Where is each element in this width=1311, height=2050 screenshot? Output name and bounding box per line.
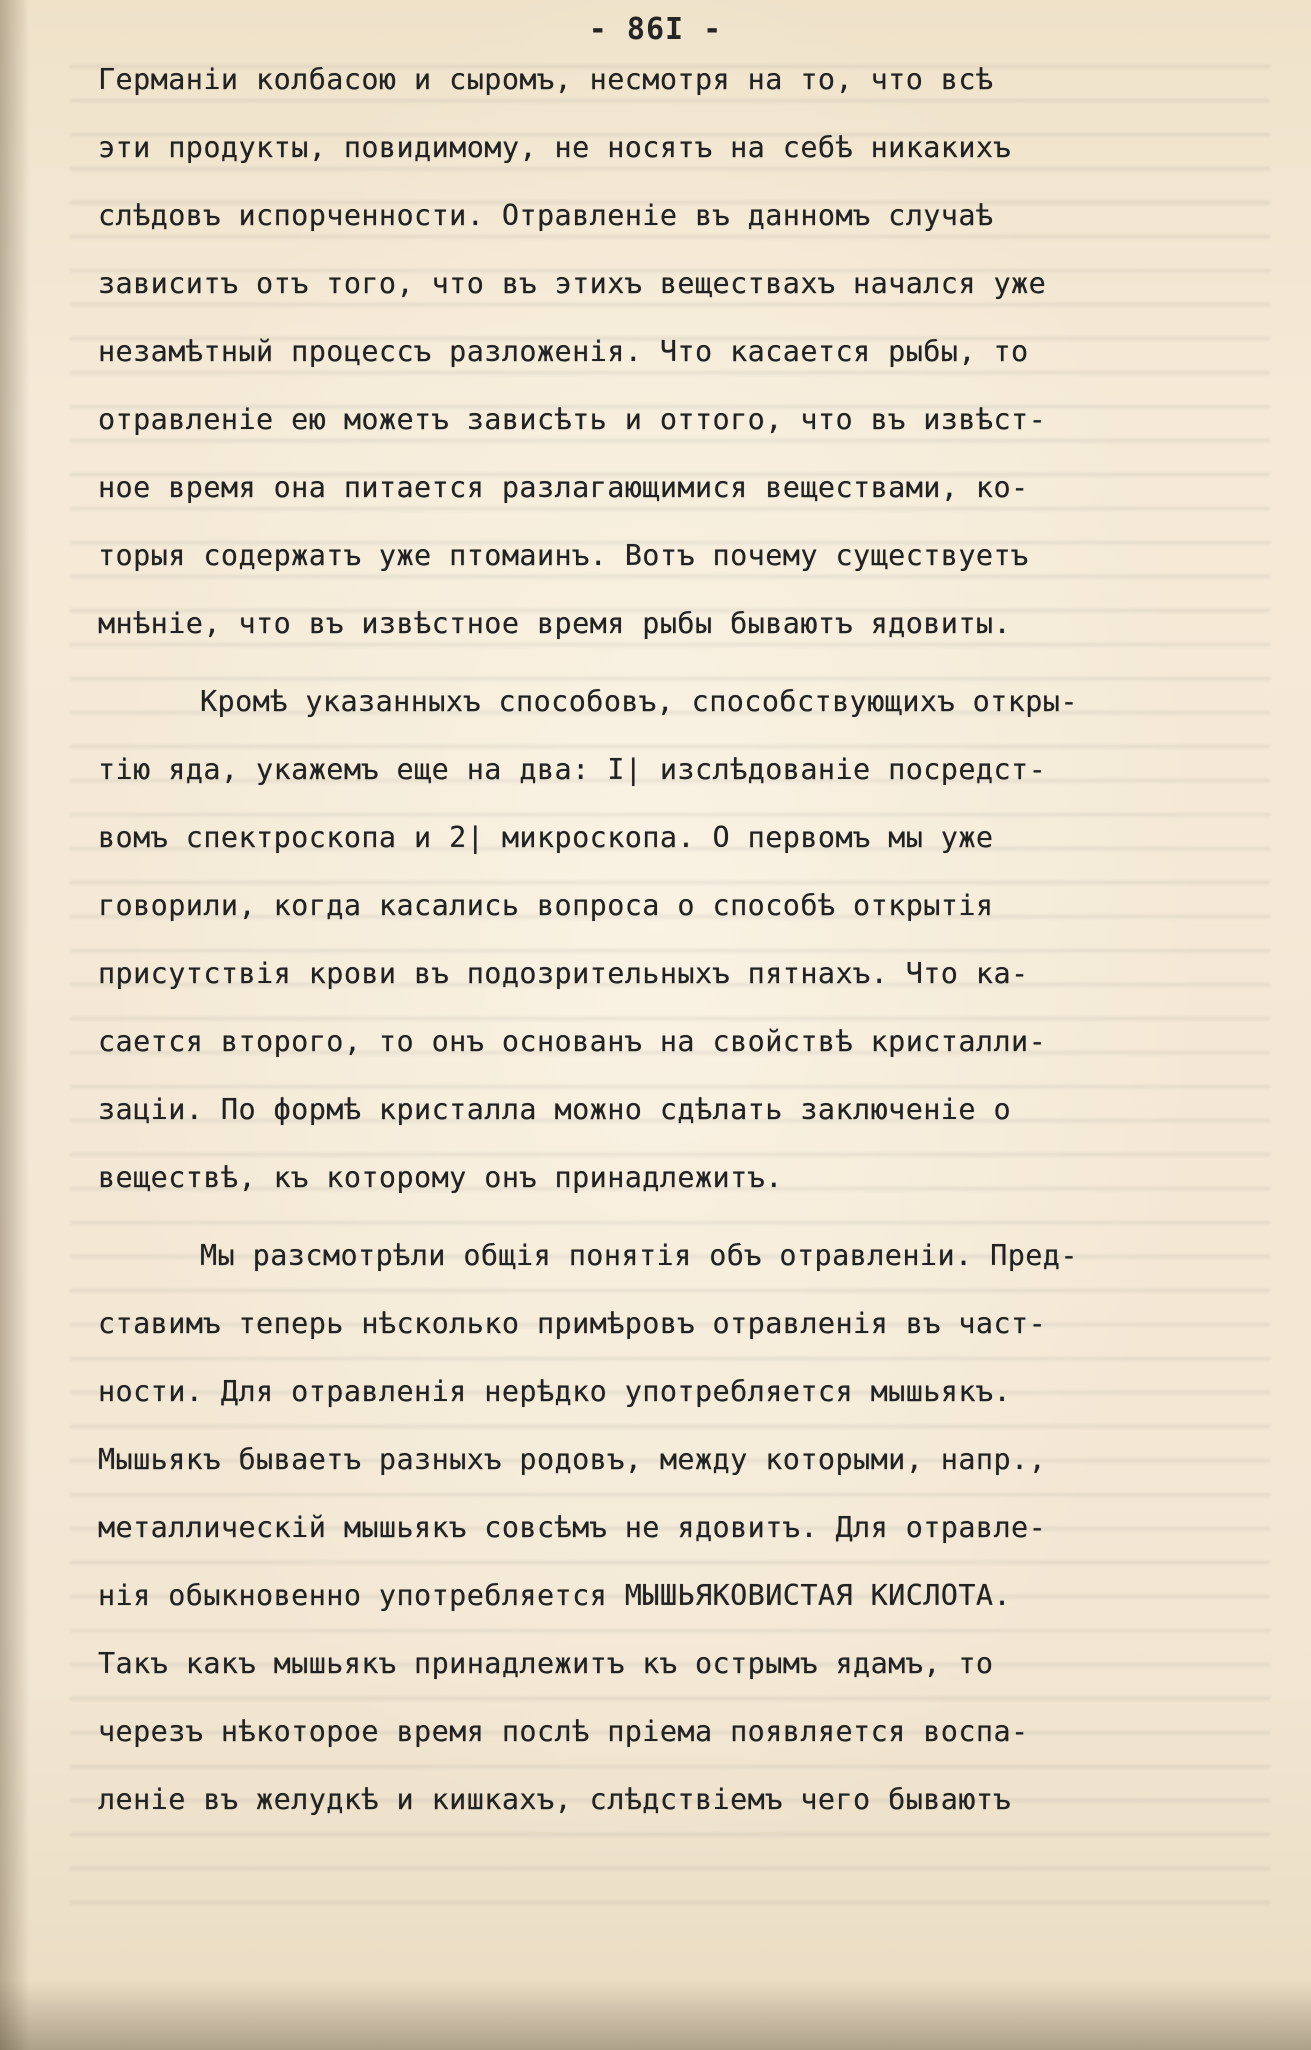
text-line: мнѣніе, что въ извѣстное время рыбы бываютъ ядовиты. <box>98 607 1012 640</box>
text-line: зависитъ отъ того, что въ этихъ веществахъ начался уже <box>98 267 1047 300</box>
page-number: - 86I - <box>588 12 723 47</box>
text-line: Кромѣ указанныхъ способовъ, способствующихъ откры- <box>200 685 1078 718</box>
text-line: отравленіе ею можетъ зависѣть и оттого, что въ извѣст- <box>98 403 1047 436</box>
text-line: леніе въ желудкѣ и кишкахъ, слѣдствіемъ чего бываютъ <box>98 1783 1012 1816</box>
text-line: торыя содержатъ уже птомаинъ. Вотъ почему существуетъ <box>98 539 1029 572</box>
text-line: тію яда, укажемъ еще на два: I| изслѣдованіе посредст- <box>98 753 1047 786</box>
text-line: говорили, когда касались вопроса о способѣ открытія <box>98 889 994 922</box>
text-line: Такъ какъ мышьякъ принадлежитъ къ острымъ ядамъ, то <box>98 1647 994 1680</box>
text-line: Мышьякъ бываетъ разныхъ родовъ, между которыми, напр., <box>98 1443 1047 1476</box>
text-line: сается второго, то онъ основанъ на свойствѣ кристалли- <box>98 1025 1047 1058</box>
text-line: Германіи колбасою и сыромъ, несмотря на то, что всѣ <box>98 63 994 96</box>
text-line: ности. Для отравленія нерѣдко употребляется мышьякъ. <box>98 1375 1012 1408</box>
text-line: присутствія крови въ подозрительныхъ пятнахъ. Что ка- <box>98 957 1029 990</box>
text-line: заціи. По формѣ кристалла можно сдѣлать заключеніе о <box>98 1093 1012 1126</box>
text-line: Мы разсмотрѣли общія понятія объ отравленіи. Пред- <box>200 1239 1078 1272</box>
text-line: нія обыкновенно употребляется МЫШЬЯКОВИСТАЯ КИСЛОТА. <box>98 1579 1012 1612</box>
text-line: слѣдовъ испорченности. Отравленіе въ данномъ случаѣ <box>98 199 994 232</box>
text-line: черезъ нѣкоторое время послѣ пріема появляется воспа- <box>98 1715 1029 1748</box>
text-line: ное время она питается разлагающимися веществами, ко- <box>98 471 1029 504</box>
page-bottom-shadow <box>0 1980 1311 2050</box>
text-line: металлическій мышьякъ совсѣмъ не ядовитъ. Для отравле- <box>98 1511 1047 1544</box>
text-line: веществѣ, къ которому онъ принадлежитъ. <box>98 1161 783 1194</box>
text-line: эти продукты, повидимому, не носятъ на себѣ никакихъ <box>98 131 1012 164</box>
text-line: вомъ спектроскопа и 2| микроскопа. О первомъ мы уже <box>98 821 994 854</box>
text-line: незамѣтный процессъ разложенія. Что касается рыбы, то <box>98 335 1029 368</box>
text-line: ставимъ теперь нѣсколько примѣровъ отравленія въ част- <box>98 1307 1047 1340</box>
